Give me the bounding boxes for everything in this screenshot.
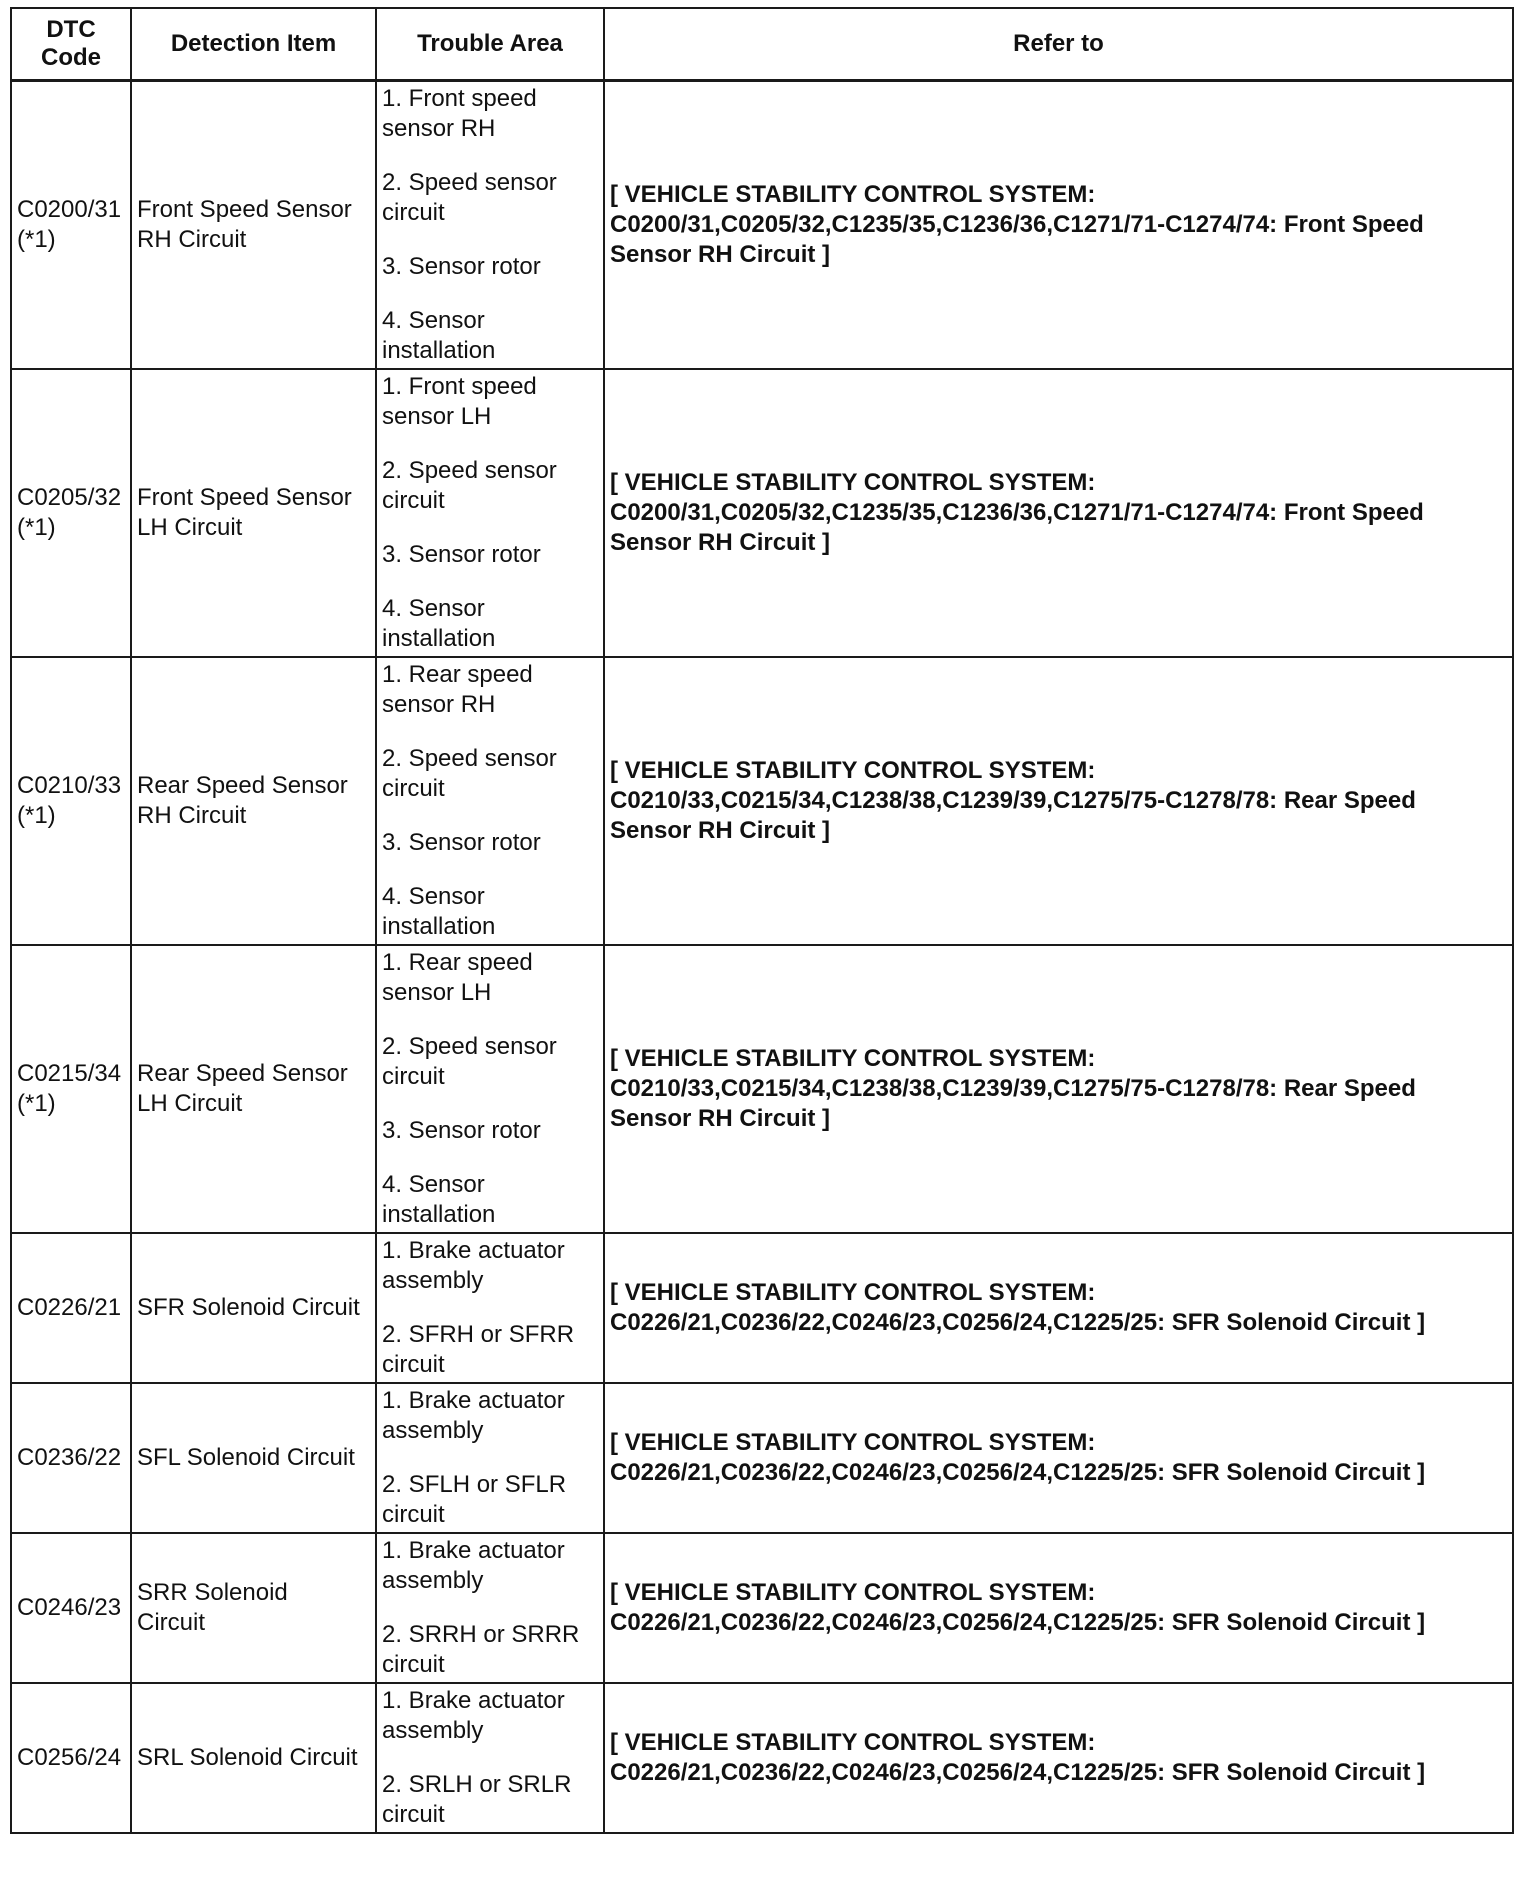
detection-item: Front Speed Sensor RH Circuit	[131, 81, 376, 370]
trouble-area	[376, 945, 604, 1233]
trouble-area-entry: 1. Rear speed sensor LH	[382, 949, 533, 1006]
trouble-area-entry: 1. Brake actuator assembly	[382, 1237, 565, 1294]
trouble-area-entry: 2. Speed sensor circuit	[382, 745, 557, 802]
trouble-area-entry: 2. Speed sensor circuit	[382, 169, 557, 226]
refer-to-link[interactable]: [ VEHICLE STABILITY CONTROL SYSTEM: C0200/31,C0205/32,C1235/35,C1236/36,C1271/71-C1274/74: Front Speed Sensor RH Circuit ]	[604, 81, 1513, 370]
trouble-area-entry: 4. Sensor installation	[382, 883, 496, 940]
detection-item: SRL Solenoid Circuit	[131, 1683, 376, 1833]
trouble-area-entry: 1. Front speed sensor RH	[382, 85, 537, 142]
trouble-area-entry: 1. Brake actuator assembly	[382, 1537, 565, 1594]
trouble-area-entry: 1. Rear speed sensor RH	[382, 661, 533, 718]
trouble-area-entry: 4. Sensor installation	[382, 1171, 496, 1228]
dtc-code: C0215/34 (*1)	[11, 945, 131, 1233]
table-row	[11, 945, 1513, 1233]
trouble-area-entry: 1. Brake actuator assembly	[382, 1387, 565, 1444]
trouble-area-entry: 3. Sensor rotor	[382, 541, 541, 568]
trouble-area	[376, 369, 604, 657]
trouble-area-entry: 2. Speed sensor circuit	[382, 457, 557, 514]
detection-item: Rear Speed Sensor RH Circuit	[131, 657, 376, 945]
refer-to-link[interactable]: [ VEHICLE STABILITY CONTROL SYSTEM: C0226/21,C0236/22,C0246/23,C0256/24,C1225/25: SFR Solenoid Circuit ]	[604, 1383, 1513, 1533]
header-detection-item: Detection Item	[131, 8, 376, 81]
table-row	[11, 1683, 1513, 1833]
trouble-area-entry: 2. SRRH or SRRR circuit	[382, 1621, 580, 1678]
trouble-area-entry: 2. SFLH or SFLR circuit	[382, 1471, 567, 1528]
trouble-area	[376, 1383, 604, 1533]
trouble-area-entry: 3. Sensor rotor	[382, 829, 541, 856]
dtc-code: C0246/23	[11, 1533, 131, 1683]
table-row	[11, 1533, 1513, 1683]
trouble-area	[376, 1233, 604, 1383]
trouble-area	[376, 81, 604, 370]
trouble-area-entry: 1. Brake actuator assembly	[382, 1687, 565, 1744]
table-row	[11, 1233, 1513, 1383]
trouble-area-entry: 3. Sensor rotor	[382, 253, 541, 280]
dtc-table	[10, 7, 1514, 1834]
detection-item: Rear Speed Sensor LH Circuit	[131, 945, 376, 1233]
dtc-code: C0256/24	[11, 1683, 131, 1833]
trouble-area-entry: 2. Speed sensor circuit	[382, 1033, 557, 1090]
refer-to-link[interactable]: [ VEHICLE STABILITY CONTROL SYSTEM: C0226/21,C0236/22,C0246/23,C0256/24,C1225/25: SFR Solenoid Circuit ]	[604, 1233, 1513, 1383]
trouble-area-entry: 2. SFRH or SFRR circuit	[382, 1321, 575, 1378]
detection-item: SFL Solenoid Circuit	[131, 1383, 376, 1533]
header-trouble-area: Trouble Area	[376, 8, 604, 81]
refer-to-link[interactable]: [ VEHICLE STABILITY CONTROL SYSTEM: C0210/33,C0215/34,C1238/38,C1239/39,C1275/75-C1278/78: Rear Speed Sensor RH Circuit ]	[604, 945, 1513, 1233]
table-row	[11, 81, 1513, 370]
dtc-code: C0200/31 (*1)	[11, 81, 131, 370]
trouble-area-entry: 4. Sensor installation	[382, 307, 496, 364]
header-dtc-code: DTC Code	[11, 8, 131, 81]
table-row	[11, 369, 1513, 657]
trouble-area-entry: 3. Sensor rotor	[382, 1117, 541, 1144]
detection-item: SRR Solenoid Circuit	[131, 1533, 376, 1683]
refer-to-link[interactable]: [ VEHICLE STABILITY CONTROL SYSTEM: C0200/31,C0205/32,C1235/35,C1236/36,C1271/71-C1274/74: Front Speed Sensor RH Circuit ]	[604, 369, 1513, 657]
trouble-area-entry: 4. Sensor installation	[382, 595, 496, 652]
trouble-area	[376, 657, 604, 945]
table-row	[11, 1383, 1513, 1533]
detection-item: SFR Solenoid Circuit	[131, 1233, 376, 1383]
trouble-area	[376, 1683, 604, 1833]
header-row	[11, 8, 1513, 81]
trouble-area-entry: 1. Front speed sensor LH	[382, 373, 537, 430]
dtc-code: C0210/33 (*1)	[11, 657, 131, 945]
refer-to-link[interactable]: [ VEHICLE STABILITY CONTROL SYSTEM: C0210/33,C0215/34,C1238/38,C1239/39,C1275/75-C1278/78: Rear Speed Sensor RH Circuit ]	[604, 657, 1513, 945]
dtc-code: C0205/32 (*1)	[11, 369, 131, 657]
table-row	[11, 657, 1513, 945]
dtc-code: C0226/21	[11, 1233, 131, 1383]
dtc-code: C0236/22	[11, 1383, 131, 1533]
trouble-area-entry: 2. SRLH or SRLR circuit	[382, 1771, 572, 1828]
detection-item: Front Speed Sensor LH Circuit	[131, 369, 376, 657]
refer-to-link[interactable]: [ VEHICLE STABILITY CONTROL SYSTEM: C0226/21,C0236/22,C0246/23,C0256/24,C1225/25: SFR Solenoid Circuit ]	[604, 1533, 1513, 1683]
refer-to-link[interactable]: [ VEHICLE STABILITY CONTROL SYSTEM: C0226/21,C0236/22,C0246/23,C0256/24,C1225/25: SFR Solenoid Circuit ]	[604, 1683, 1513, 1833]
header-refer-to: Refer to	[604, 8, 1513, 81]
trouble-area	[376, 1533, 604, 1683]
